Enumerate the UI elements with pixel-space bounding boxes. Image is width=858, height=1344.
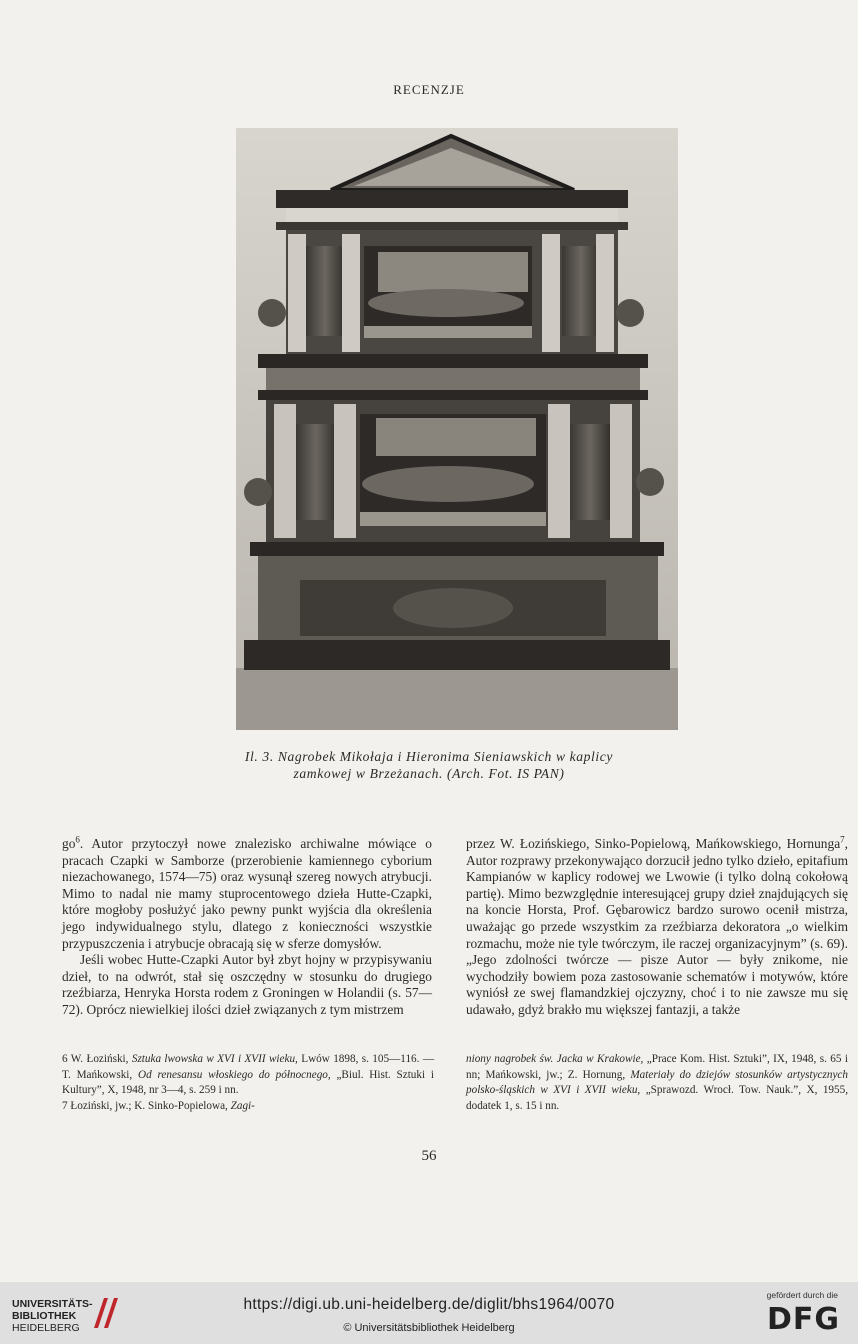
right-paragraph — [466, 836, 848, 1019]
viewer-footer — [0, 1282, 858, 1344]
footnote-title: niony nagrobek św. Jacka w Krakowie, — [466, 1053, 644, 1065]
running-header: RECENZJE — [393, 82, 465, 97]
footnote-title: Zagi- — [230, 1099, 255, 1112]
left-paragraph-2: Jeśli wobec Hutte-Czapki Autor był zbyt hojny w przypisywaniu dzieł, to na odwrót, stał się oszczędny w stosunku do drugiego rzeźbiarza, Henryka Horsta rodem z Groningen w Holandii (s. 57—72). Oprócz niewielkiej ilości dzieł związanych z tym mistrzem — [62, 952, 432, 1017]
footnote-ref-6[interactable]: 6 — [75, 834, 80, 845]
footnote-text: „Biul. Hist. Sztuki i Kultury”, X, 1948, nr 3—4, s. 259 i nn. — [62, 1068, 434, 1097]
footnote-author: W. Łoziński, — [70, 1053, 129, 1065]
text-fragment: . Autor przytoczył nowe znalezisko archiwalne mówiące o pracach Czapki w Samborze (przerobienie kamiennego cyborium niezachowanego, 1574—75) oraz wysunął szereg nowych atrybucji. Mimo to nadal nie mamy stuprocentowego dzieła Hutte-Czapki, które mogłoby posłużyć jako pewny punkt wyjścia dla określenia jego indywidualnego stylu, dlatego z konieczności wszystkie przypuszczenia i atrybucje obracają się w sferze domysłów. — [62, 836, 432, 951]
text-fragment: go — [62, 836, 76, 851]
funder-note: gefördert durch die — [766, 1290, 838, 1300]
text-fragment: , Autor rozprawy przekonywająco dorzucił jedno tylko dzieło, epitafium Kampianów w kaplicy rodowej we Lwowie (i tylko dolną cokołową partię). Mimo bezwzględnie interesującej grupy dzieł znajdujących się na koncie Horsta, Prof. Gębarowicz bardzo surowo ocenił mistrza, uważając go przede wszystkim za rzeźbiarza dekoratora „o wielkim rozmachu, może nie tyle twórczym, ile raczej organizacyjnym” (s. 69). „Jego zdolności twórcze — pisze Autor — były znikome, nie wychodziły bowiem poza zastosowanie schematów i motywów, które wyniósł ze swej flamandzkiej ojczyzny, choć i to nie zawsze mu się udawało, gdyż brakło mu większej fantazji, a także — [466, 836, 848, 1017]
caption-line-2: zamkowej w Brzeżanach. (Arch. Fot. IS PAN) — [293, 766, 565, 781]
footnotes-right — [466, 1052, 848, 1114]
footnote-7-continued — [466, 1052, 848, 1114]
copyright-text: © Universitätsbibliothek Heidelberg — [343, 1322, 515, 1334]
footnote-title: Materiały do dziejów stosunków artystycznych polsko-śląskich w XVI i XVII wieku, — [466, 1068, 848, 1097]
footnote-6 — [62, 1052, 434, 1099]
footnote-text: Łoziński, jw.; K. Sinko-Popielowa, — [70, 1099, 228, 1112]
tomb-photograph — [236, 128, 678, 730]
footnotes-left — [62, 1052, 434, 1114]
footnote-title: Od renesansu włoskiego do północnego, — [138, 1068, 331, 1081]
page-number: 56 — [421, 1148, 437, 1164]
logo-line: BIBLIOTHEK — [12, 1310, 77, 1322]
footnote-text: Lwów 1898, s. 105—116. — T. Mańkowski, — [62, 1053, 435, 1081]
permalink-url[interactable]: https://digi.ub.uni-heidelberg.de/diglit/bhs1964/0070 — [243, 1296, 615, 1313]
left-column — [62, 836, 432, 1019]
footnote-text: „Sprawozd. Wrocł. Tow. Nauk.”, X, 1955, dodatek 1, s. 15 i nn. — [466, 1084, 849, 1112]
caption-line-1: Il. 3. Nagrobek Mikołaja i Hieronima Sieniawskich w kaplicy — [244, 749, 614, 764]
footnote-number: 6 — [62, 1053, 68, 1065]
logo-line: UNIVERSITÄTS- — [12, 1298, 93, 1310]
logo-line: HEIDELBERG — [12, 1322, 80, 1334]
text-fragment: przez W. Łozińskiego, Sinko-Popielową, Mańkowskiego, Hornunga — [466, 836, 841, 851]
footnote-number: 7 — [62, 1099, 68, 1112]
left-paragraph-1 — [62, 836, 432, 952]
dfg-logo[interactable]: DFG — [766, 1302, 840, 1337]
right-column — [466, 836, 848, 1019]
footnote-7 — [62, 1099, 434, 1115]
footnote-title: Sztuka lwowska w XVI i XVII wieku, — [131, 1053, 298, 1065]
footnote-text: „Prace Kom. Hist. Sztuki”, IX, 1948, s. 65 i nn; Mańkowski, jw.; Z. Hornung, — [466, 1053, 848, 1081]
footnote-ref-7[interactable]: 7 — [840, 834, 845, 845]
figure-caption — [150, 748, 708, 782]
